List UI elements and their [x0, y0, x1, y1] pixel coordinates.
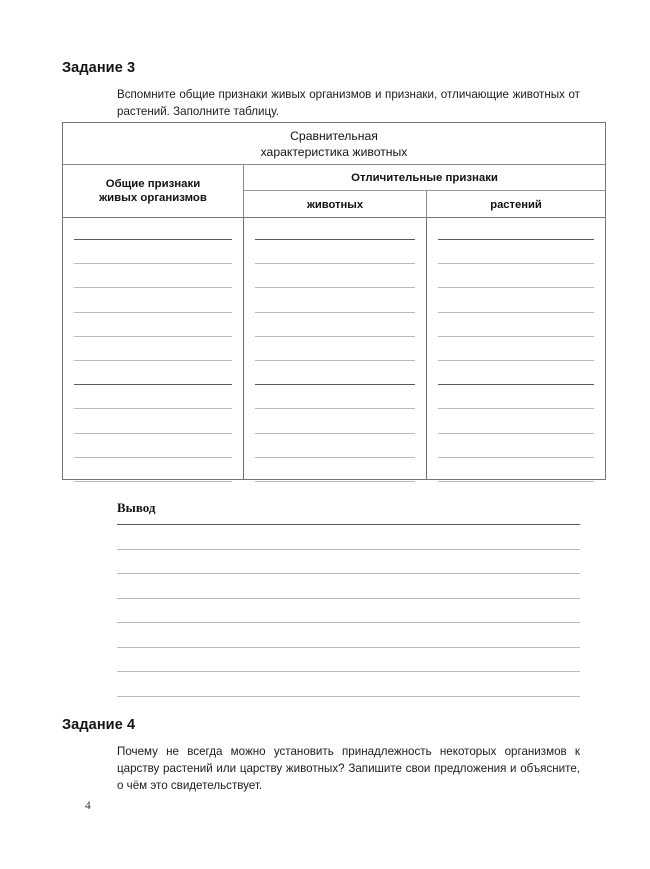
common-traits-line-2: живых организмов	[99, 192, 207, 204]
answer-rule-line	[438, 408, 594, 409]
table-subheader-row	[244, 191, 605, 218]
table-subheader-plants-label: растений	[490, 198, 542, 211]
answer-rule-line	[255, 312, 415, 313]
answer-rule-line	[117, 573, 580, 574]
answer-rule-line	[74, 481, 232, 482]
answer-rule-line	[117, 598, 580, 599]
table-title-line-1: Сравнительная	[290, 128, 378, 143]
answer-rule-line	[117, 696, 580, 697]
answer-rule-line	[438, 384, 594, 385]
answer-column-animals[interactable]	[244, 218, 427, 479]
answer-rule-line	[117, 622, 580, 623]
answer-rule-line	[438, 239, 594, 240]
table-title-line-2: характеристика животных	[260, 144, 408, 159]
table-subheader-animals	[244, 191, 427, 218]
answer-rule-line	[117, 549, 580, 550]
answer-rule-line	[117, 671, 580, 672]
table-header-distinctive-traits	[244, 165, 605, 191]
answer-rule-line	[438, 263, 594, 264]
answer-rule-line	[74, 239, 232, 240]
comparison-table	[62, 122, 606, 480]
answer-rule-line	[255, 239, 415, 240]
answer-rule-line	[255, 408, 415, 409]
answer-rule-line	[255, 384, 415, 385]
answer-rule-line	[117, 647, 580, 648]
answer-rule-line	[74, 360, 232, 361]
table-answer-body	[63, 218, 605, 479]
answer-rule-line	[438, 312, 594, 313]
answer-rule-line	[74, 312, 232, 313]
answer-column-common-traits[interactable]	[63, 218, 244, 479]
answer-rule-line	[255, 457, 415, 458]
answer-rule-line	[438, 287, 594, 288]
answer-rule-line	[255, 287, 415, 288]
table-header-distinctive-group	[244, 165, 605, 217]
answer-rule-line	[438, 457, 594, 458]
answer-rule-line	[255, 263, 415, 264]
table-header-band	[63, 165, 605, 218]
table-subheader-plants	[427, 191, 605, 218]
answer-rule-line	[74, 433, 232, 434]
task-4-instruction-text: Почему не всегда можно установить принадлежность некоторых организмов к царству растений или царству животных? Запишите свои предложения и объясните, о чём это свидетельствует.	[117, 745, 580, 793]
answer-rule-line	[255, 481, 415, 482]
page-number: 4	[85, 800, 91, 812]
answer-rule-line	[74, 408, 232, 409]
answer-rule-line	[438, 433, 594, 434]
answer-rule-line	[74, 287, 232, 288]
answer-rule-line	[117, 524, 580, 525]
table-subheader-animals-label: животных	[306, 198, 364, 211]
answer-rule-line	[255, 433, 415, 434]
answer-rule-line	[255, 360, 415, 361]
table-title	[261, 128, 408, 160]
conclusion-answer-area[interactable]	[117, 524, 580, 700]
answer-rule-line	[74, 336, 232, 337]
table-header-common-traits-label	[99, 177, 207, 206]
common-traits-line-1: Общие признаки	[105, 177, 201, 190]
answer-rule-line	[74, 263, 232, 264]
table-title-row	[63, 123, 605, 165]
task-3-heading: Задание 3	[62, 60, 136, 76]
answer-rule-line	[255, 336, 415, 337]
conclusion-label: Вывод	[117, 500, 156, 515]
answer-column-plants[interactable]	[427, 218, 605, 479]
answer-rule-line	[74, 384, 232, 385]
table-header-common-traits	[63, 165, 244, 217]
task-3-instruction-text: Вспомните общие признаки живых организмов и признаки, отличающие животных от растений. Заполните таблицу.	[117, 88, 580, 119]
answer-rule-line	[438, 360, 594, 361]
task-4-heading: Задание 4	[62, 717, 136, 733]
answer-rule-line	[438, 336, 594, 337]
answer-rule-line	[438, 481, 594, 482]
answer-rule-line	[74, 457, 232, 458]
table-header-distinctive-traits-label: Отличительные признаки	[351, 171, 498, 184]
